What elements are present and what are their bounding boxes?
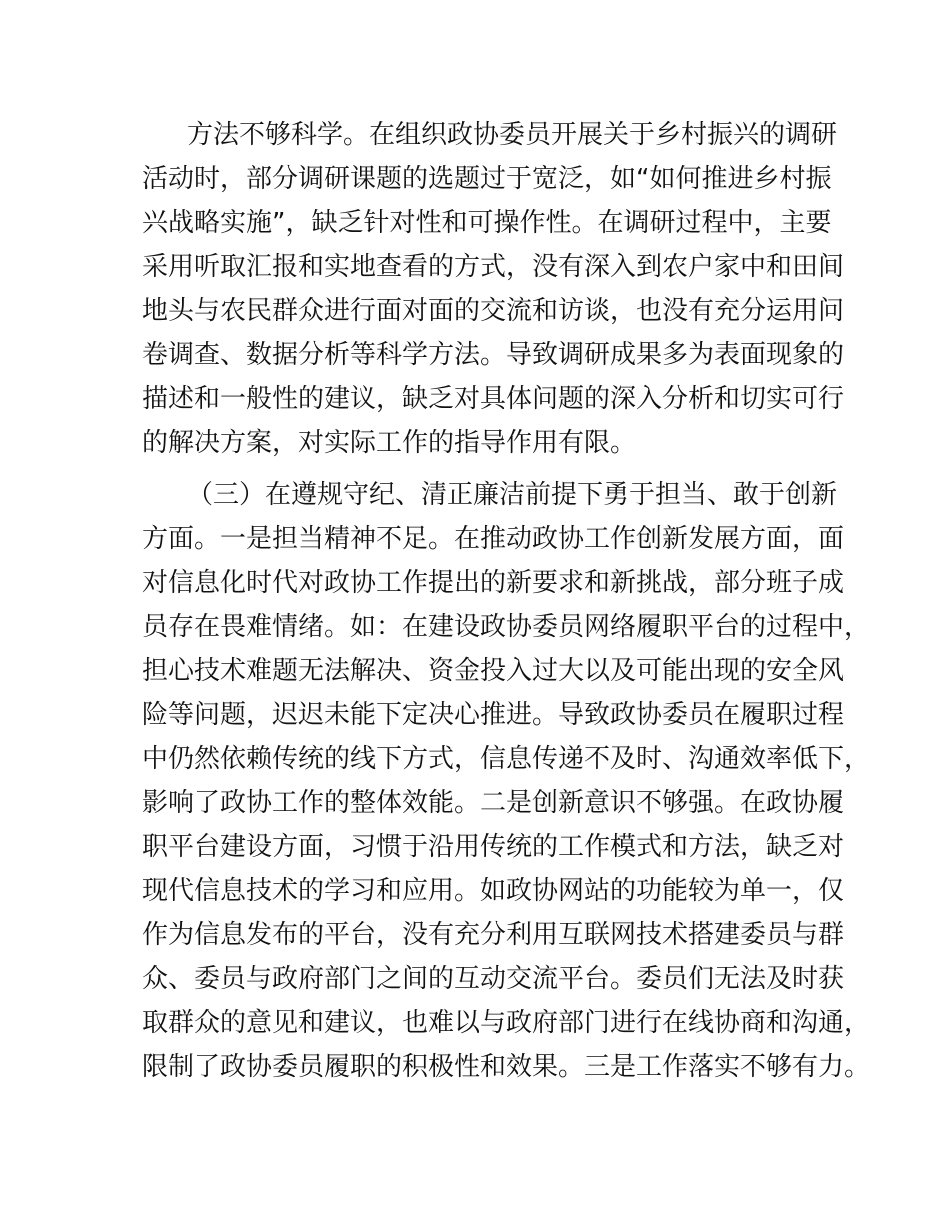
text-line: 兴战略实施”，缺乏针对性和可操作性。在调研过程中，主要 — [142, 208, 832, 238]
text-line: 卷调查、数据分析等科学方法。导致调研成果多为表面现象的 — [142, 340, 845, 370]
text-line: 作为信息发布的平台，没有充分利用互联网技术搭建委员与群 — [142, 920, 845, 950]
text-line: 职平台建设方面，习惯于沿用传统的工作模式和方法，缺乏对 — [142, 832, 845, 862]
text-line: 地头与农民群众进行面对面的交流和访谈，也没有充分运用问 — [142, 296, 845, 326]
text-line: 影响了政协工作的整体效能。二是创新意识不够强。在政协履 — [142, 788, 845, 818]
text-line: 险等问题，迟迟未能下定决心推进。导致政协委员在履职过程 — [142, 700, 845, 730]
text-line: 中仍然依赖传统的线下方式，信息传递不及时、沟通效率低下， — [142, 744, 871, 774]
text-line: 采用听取汇报和实地查看的方式，没有深入到农户家中和田间 — [142, 252, 845, 282]
section-heading-line: （三）在遵规守纪、清正廉洁前提下勇于担当、敢于创新 — [187, 480, 838, 510]
text-line: 对信息化时代对政协工作提出的新要求和新挑战，部分班子成 — [142, 568, 845, 598]
text-line: 方面。一是担当精神不足。在推动政协工作创新发展方面，面 — [142, 524, 845, 554]
text-line: 限制了政协委员履职的积极性和效果。三是工作落实不够有力。 — [142, 1052, 871, 1082]
text-line: 的解决方案，对实际工作的指导作用有限。 — [142, 428, 637, 458]
text-line: 担心技术难题无法解决、资金投入过大以及可能出现的安全风 — [142, 656, 845, 686]
text-line: 活动时，部分调研课题的选题过于宽泛，如“如何推进乡村振 — [142, 164, 832, 194]
text-line: 描述和一般性的建议，缺乏对具体问题的深入分析和切实可行 — [142, 384, 845, 414]
text-line: 员存在畏难情绪。如：在建设政协委员网络履职平台的过程中， — [142, 612, 871, 642]
text-line: 取群众的意见和建议，也难以与政府部门进行在线协商和沟通， — [142, 1008, 871, 1038]
text-line: 方法不够科学。在组织政协委员开展关于乡村振兴的调研 — [187, 120, 838, 150]
text-line: 众、委员与政府部门之间的互动交流平台。委员们无法及时获 — [142, 964, 845, 994]
text-line: 现代信息技术的学习和应用。如政协网站的功能较为单一，仅 — [142, 876, 845, 906]
